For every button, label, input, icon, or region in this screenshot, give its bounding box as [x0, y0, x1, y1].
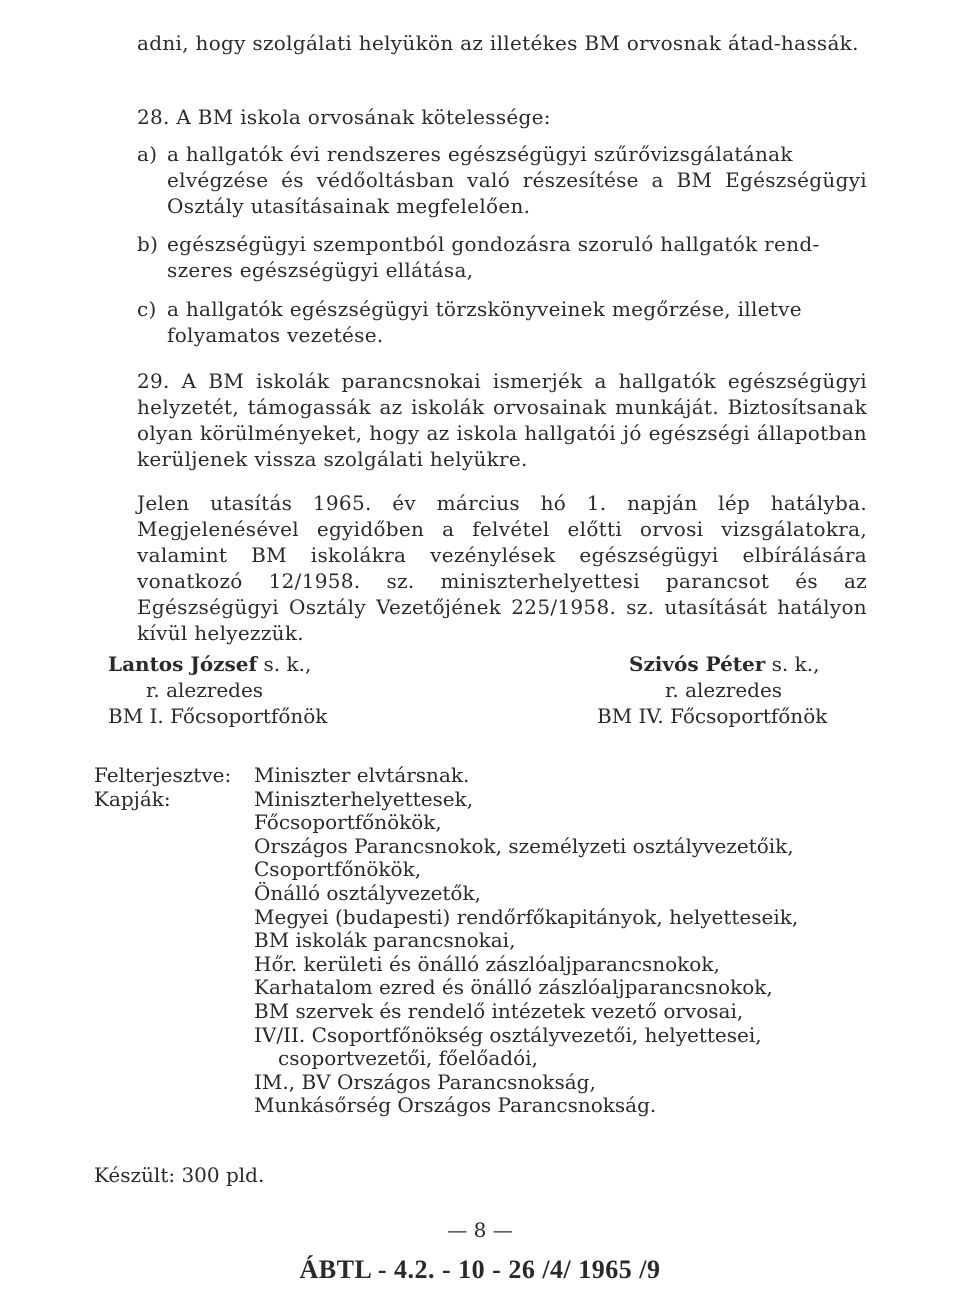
copies-line — [94, 1162, 264, 1188]
item-c-first-line: a hallgatók egészségügyi törzskönyveinek megőrzése, illetve — [167, 297, 802, 321]
item-b-label: b) — [137, 232, 159, 256]
archive-reference: ÁBTL - 4.2. - 10 - 26 /4/ 1965 /9 — [299, 1255, 661, 1284]
closing-paragraph: Jelen utasítás 1965. év március hó 1. napján lép hatályba. Megjelenésével egyidőben a felvétel előtti orvosi vizsgálatokra, valamint BM iskolákra vezénylések egészségügyi elbírálására vonatkozó 12/1958. sz. miniszterhelyettesi parancsot és az Egészségügyi Osztály Vezetőjének 225/1958. sz. utasítását hatályon kívül helyezzük. — [137, 491, 867, 645]
list-item: Főcsoportfőnökök, — [254, 810, 442, 835]
signer-right-title: BM IV. Főcsoportfőnök — [597, 704, 828, 728]
section-28-item-a — [137, 141, 867, 167]
signer-right-rank: r. alezredes — [665, 678, 783, 702]
item-a-first-line: a hallgatók évi rendszeres egészségügyi szűrővizsgálatának — [167, 142, 793, 166]
signer-left-title: BM I. Főcsoportfőnök — [108, 704, 328, 728]
copies-value: 300 pld. — [181, 1163, 265, 1187]
list-item: BM iskolák parancsnokai, — [254, 928, 516, 953]
signer-left-name: Lantos József — [108, 652, 258, 676]
item-c-continuation: folyamatos vezetése. — [167, 323, 384, 347]
list-item: IM., BV Országos Parancsnokság, — [254, 1069, 596, 1094]
item-c-label: c) — [137, 297, 157, 321]
intro-paragraph: adni, hogy szolgálati helyükön az illetékes BM orvosnak átad-hassák. — [137, 31, 859, 55]
page-number: — 8 — — [447, 1218, 513, 1242]
list-item: Munkásőrség Országos Parancsnokság. — [254, 1093, 657, 1118]
signer-left-rank: r. alezredes — [146, 678, 264, 702]
list-item: Megyei (budapesti) rendőrfőkapitányok, helyetteseik, — [254, 904, 799, 929]
section-28-item-b — [137, 231, 867, 257]
signer-right-name: Szivós Péter — [629, 652, 766, 676]
kapjak-label: Kapják: — [94, 786, 171, 811]
list-item: Csoportfőnökök, — [254, 857, 422, 882]
list-item-wrap: csoportvezetői, főelőadói, — [278, 1046, 538, 1071]
felterjesztve-label: Felterjesztve: — [94, 763, 232, 787]
copies-label: Készült: — [94, 1163, 176, 1187]
felterjesztve-value: Miniszter elvtársnak. — [254, 763, 470, 787]
list-item: IV/II. Csoportfőnökség osztályvezetői, helyettesei, — [254, 1022, 762, 1047]
item-b-continuation: szeres egészségügyi ellátása, — [167, 258, 474, 282]
list-item: Önálló osztályvezetők, — [254, 880, 481, 905]
list-item: Miniszterhelyettesek, — [254, 786, 474, 811]
list-item: Karhatalom ezred és önálló zászlóaljparancsnokok, — [254, 975, 773, 1000]
section-28-heading: 28. A BM iskola orvosának kötelessége: — [137, 105, 551, 129]
item-a-continuation: elvégzése és védőoltásban való részesítése a BM Egészségügyi Osztály utasításainak megfelelően. — [167, 168, 867, 218]
signature-right — [597, 651, 827, 729]
signer-right-suffix: s. k., — [771, 652, 820, 676]
list-item: Hőr. kerületi és önálló zászlóaljparancsnokok, — [254, 951, 720, 976]
list-item: BM szervek és rendelő intézetek vezető orvosai, — [254, 998, 744, 1023]
signer-left-suffix: s. k., — [263, 652, 312, 676]
section-29-paragraph: 29. A BM iskolák parancsnokai ismerjék a hallgatók egészségügyi helyzetét, támogassák az iskolák orvosainak munkáját. Biztosítsanak olyan körülményeket, hogy az iskola hallgatói jó egészségi állapotban kerüljenek vissza szolgálati helyükre. — [137, 369, 867, 471]
list-item: Országos Parancsnokok, személyzeti osztályvezetőik, — [254, 833, 794, 858]
section-28-item-c — [137, 296, 867, 322]
item-a-label: a) — [137, 142, 158, 166]
item-b-first-line: egészségügyi szempontból gondozásra szoruló hallgatók rend- — [167, 232, 820, 256]
signature-left — [108, 651, 327, 729]
distribution-list — [94, 764, 798, 1118]
